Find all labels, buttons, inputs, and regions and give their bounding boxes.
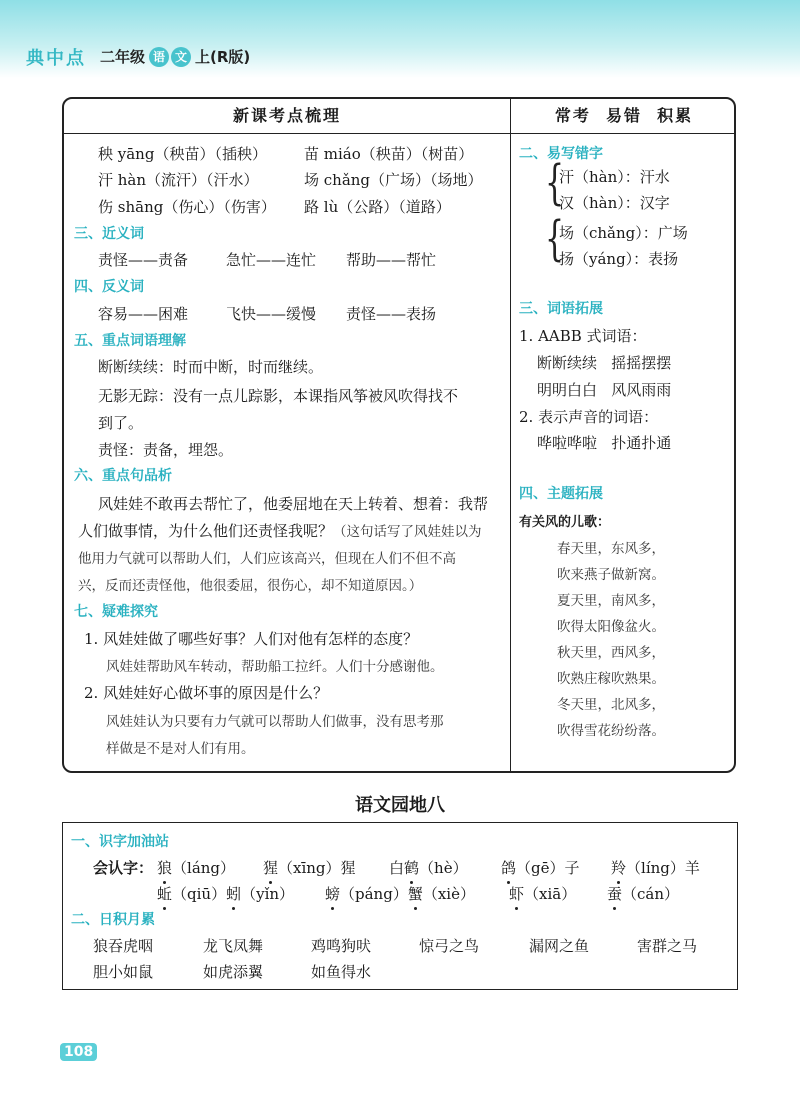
list-item: 1. AABB 式词语： <box>519 327 647 345</box>
section-heading: 四、反义词 <box>74 279 144 295</box>
answer: 样做是不是对人们有用。 <box>106 741 255 757</box>
list-item: 2. 表示声音的词语： <box>519 408 659 426</box>
poem-line: 冬天里，北风多， <box>557 697 665 713</box>
word-entry: 路 lù（公路）（道路） <box>304 198 451 216</box>
page-number: 108 <box>60 1043 97 1061</box>
subject-badge <box>149 47 191 67</box>
confusable-char: 汉（hàn）：汉字 <box>559 194 670 212</box>
word-entry: 汗 hàn（流汗）（汗水） <box>98 171 259 189</box>
recognize-label: 会认字： <box>93 859 154 877</box>
char-item <box>607 883 679 904</box>
word-part: 子 <box>564 859 580 877</box>
right-column-title: 常考 易错 积累 <box>511 99 736 134</box>
pinyin: （líng） <box>626 859 685 877</box>
char-item <box>509 883 576 904</box>
paragraph-line <box>78 520 482 541</box>
pinyin: （gē） <box>516 859 565 877</box>
confusable-char: 汗（hàn）：汗水 <box>559 168 670 186</box>
paragraph-text: 人们做事情，为什么他们还责怪我呢？ <box>78 522 334 540</box>
definition: 断断续续：时而中断，时而继续。 <box>98 358 324 376</box>
poem-line: 秋天里，西风多， <box>557 645 665 661</box>
word-row <box>304 143 473 164</box>
section-heading: 三、近义词 <box>74 226 144 242</box>
grade-label: 二年级 <box>100 48 146 66</box>
synonym-item: 责怪——责备 <box>98 251 189 269</box>
pinyin: （hè） <box>419 859 468 877</box>
definition: 到了。 <box>98 414 144 432</box>
poem-line: 夏天里，南风多， <box>557 593 665 609</box>
brace-icon: { <box>545 211 565 268</box>
section-heading: 二、日积月累 <box>71 912 155 928</box>
target-char: 蚕 <box>607 885 623 903</box>
char-item <box>501 857 580 878</box>
pinyin: （láng） <box>172 859 236 877</box>
synonym-item: 帮助——帮忙 <box>346 251 437 269</box>
idiom: 胆小如鼠 <box>93 963 154 981</box>
idiom: 龙飞凤舞 <box>203 937 264 955</box>
subject-char-2: 文 <box>171 47 191 67</box>
paragraph-note: （这句话写了风娃娃以为 <box>333 524 482 540</box>
word-row <box>304 196 451 217</box>
word-row <box>98 143 267 164</box>
word-row <box>98 169 259 190</box>
target-char: 猩 <box>263 859 279 877</box>
left-column <box>64 99 510 771</box>
section-heading: 六、重点句品析 <box>74 468 172 484</box>
target-char: 虾 <box>509 885 525 903</box>
target-char: 羚 <box>611 859 627 877</box>
paragraph-note: 他用力气就可以帮助人们，人们应该高兴，但现在人们不但不高 <box>78 551 456 567</box>
target-char: 蚓 <box>226 885 242 903</box>
section-heading: 七、疑难探究 <box>74 604 158 620</box>
word-entry: 伤 shāng（伤心）（伤害） <box>98 198 276 216</box>
pinyin: （xiā） <box>524 885 577 903</box>
antonym-item: 容易——困难 <box>98 305 189 323</box>
poem-line: 吹得雪花纷纷落。 <box>557 723 665 739</box>
char-item <box>263 857 356 878</box>
idiom: 如鱼得水 <box>311 963 372 981</box>
question: 2. 风娃娃好心做坏事的原因是什么？ <box>84 684 329 702</box>
target-char: 蚯 <box>157 885 173 903</box>
section-heading: 一、识字加油站 <box>71 834 169 850</box>
confusable-char: 扬（yáng）：表扬 <box>559 250 679 268</box>
section-heading: 五、重点词语理解 <box>74 333 186 349</box>
synonym-item: 急忙——连忙 <box>226 251 317 269</box>
antonym-item: 飞快——缓慢 <box>226 305 317 323</box>
garden-title: 语文园地八 <box>355 795 445 816</box>
right-column <box>510 99 736 771</box>
target-char: 狼 <box>157 859 173 877</box>
idiom: 漏网之鱼 <box>529 937 590 955</box>
idiom: 害群之马 <box>637 937 698 955</box>
target-char: 鸽 <box>501 859 517 877</box>
answer: 风娃娃认为只要有力气就可以帮助人们做事，没有思考那 <box>106 714 444 730</box>
brace-icon: { <box>545 155 565 212</box>
poem-title: 有关风的儿歌： <box>519 515 611 530</box>
pinyin: （yǐn） <box>241 885 295 903</box>
poem-line: 春天里，东风多， <box>557 541 665 557</box>
word-group: 断断续续 摇摇摆摆 <box>537 354 672 372</box>
word-part: 白 <box>389 859 405 877</box>
target-char: 鹤 <box>404 859 420 877</box>
word-entry: 秧 yāng（秧苗）（插秧） <box>98 145 267 163</box>
idiom: 如虎添翼 <box>203 963 264 981</box>
idiom: 狼吞虎咽 <box>93 937 154 955</box>
edition-label: 上(R版) <box>195 48 251 66</box>
word-part: 猩 <box>340 859 356 877</box>
poem-line: 吹来燕子做新窝。 <box>557 567 665 583</box>
idiom: 惊弓之鸟 <box>419 937 480 955</box>
poem-line: 吹得太阳像盆火。 <box>557 619 665 635</box>
char-item <box>389 857 468 878</box>
pinyin: （páng） <box>340 885 408 903</box>
word-row <box>98 196 276 217</box>
word-part: 羊 <box>684 859 700 877</box>
word-entry: 苗 miáo（秧苗）（树苗） <box>304 145 474 163</box>
book-header <box>100 46 250 67</box>
pinyin: （qiū） <box>172 885 227 903</box>
char-item <box>611 857 700 878</box>
section-heading: 四、主题拓展 <box>519 486 603 502</box>
antonym-item: 责怪——表扬 <box>346 305 437 323</box>
word-group: 明明白白 风风雨雨 <box>537 381 672 399</box>
char-item <box>325 883 475 904</box>
idiom: 鸡鸣狗吠 <box>311 937 372 955</box>
paragraph-note: 兴，反而还责怪他，他很委屈，很伤心，却不知道原因。） <box>78 578 423 594</box>
paragraph-line: 风娃娃不敢再去帮忙了，他委屈地在天上转着、想着：我帮 <box>98 495 489 513</box>
word-entry: 场 chǎng（广场）（场地） <box>304 171 483 189</box>
answer: 风娃娃帮助风车转动，帮助船工拉纤。人们十分感谢他。 <box>106 659 444 675</box>
pinyin: （cán） <box>622 885 680 903</box>
lesson-summary-box <box>62 97 736 773</box>
question: 1. 风娃娃做了哪些好事？人们对他有怎样的态度？ <box>84 630 419 648</box>
poem-line: 吹熟庄稼吹熟果。 <box>557 671 665 687</box>
target-char: 蟹 <box>407 885 423 903</box>
section-heading: 三、词语拓展 <box>519 301 603 317</box>
word-row <box>304 169 483 190</box>
definition: 无影无踪：没有一点儿踪影，本课指风筝被风吹得找不 <box>98 387 459 405</box>
char-item <box>157 857 235 878</box>
target-char: 螃 <box>325 885 341 903</box>
confusable-char: 场（chǎng）：广场 <box>559 224 688 242</box>
garden-box <box>62 822 738 990</box>
pinyin: （xīng） <box>278 859 341 877</box>
brand-logo: 典中点 <box>26 48 86 69</box>
word-group: 哗啦哗啦 扑通扑通 <box>537 434 672 452</box>
definition: 责怪：责备，埋怨。 <box>98 441 234 459</box>
pinyin: （xiè） <box>422 885 475 903</box>
subject-char-1: 语 <box>149 47 169 67</box>
left-column-title: 新课考点梳理 <box>64 99 510 134</box>
section-heading: 二、易写错字 <box>519 146 603 162</box>
char-item <box>157 883 294 904</box>
